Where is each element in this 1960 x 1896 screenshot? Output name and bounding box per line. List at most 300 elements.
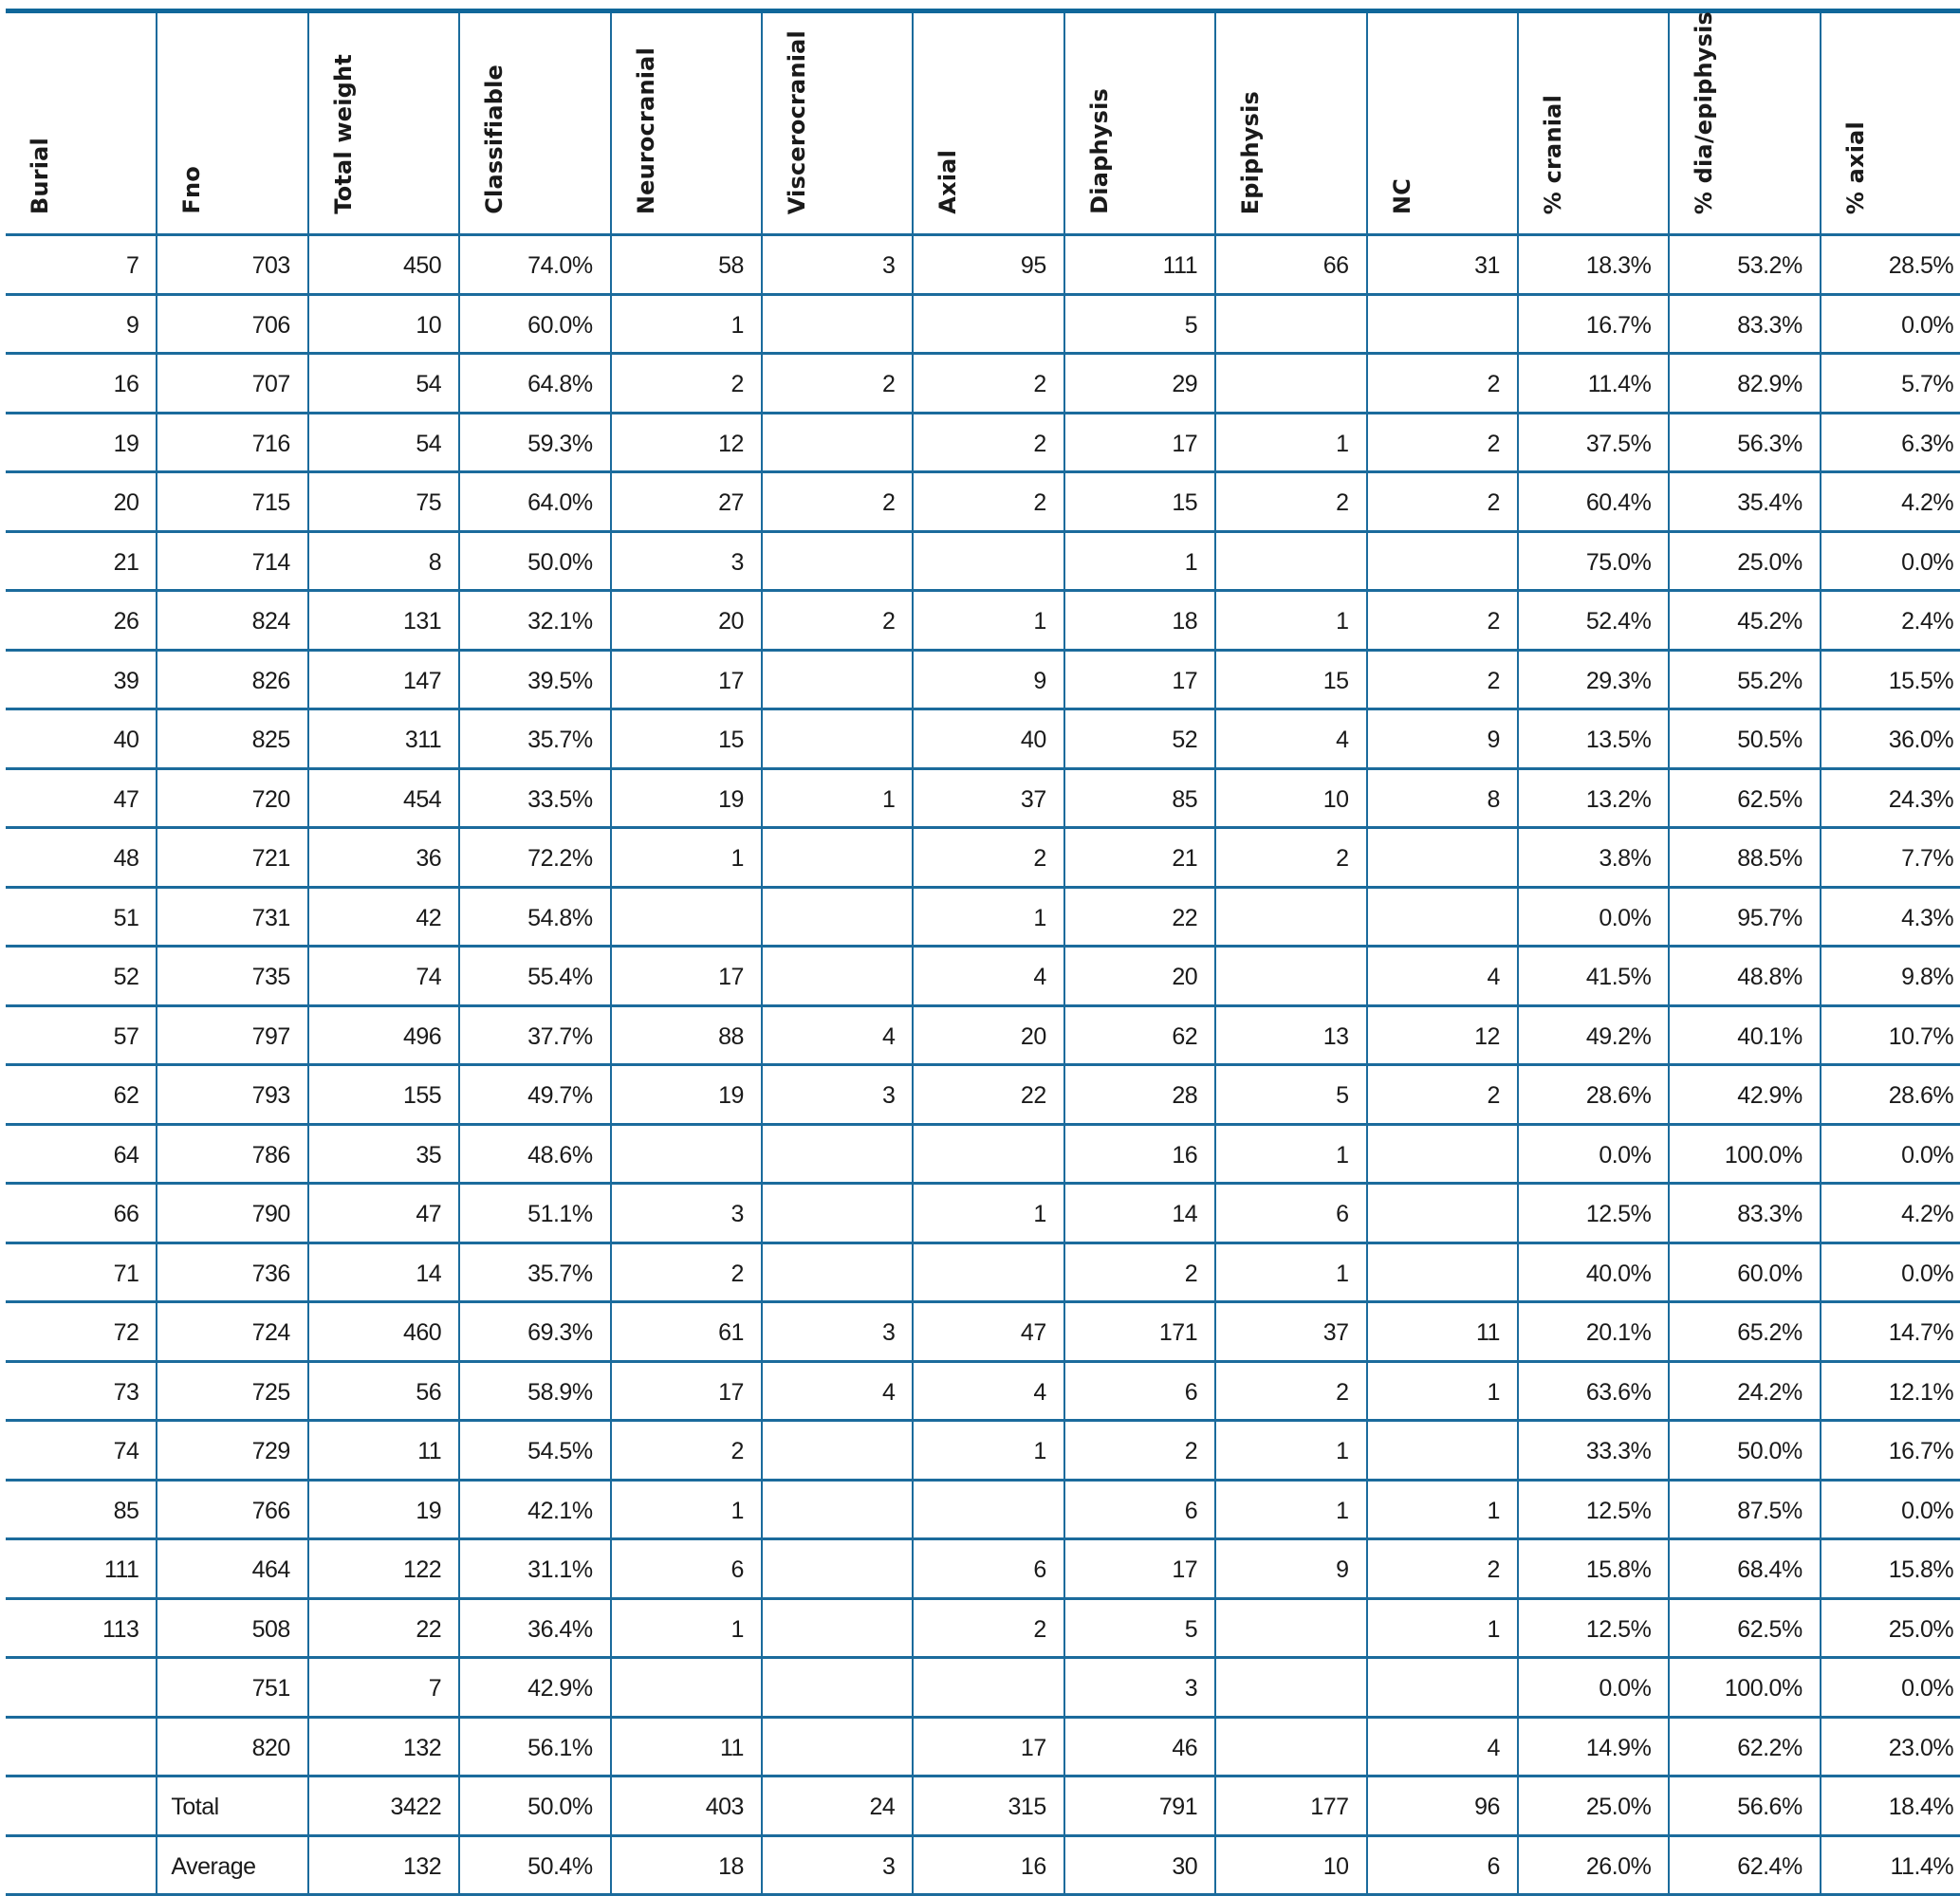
cell-nc: 2 xyxy=(1367,413,1518,472)
cell-nc: 4 xyxy=(1367,1717,1518,1776)
cell-diaphysis: 28 xyxy=(1064,1065,1215,1125)
cell-pct-cranial: 25.0% xyxy=(1518,1776,1669,1836)
cell-pct-axial: 5.7% xyxy=(1821,354,1960,414)
cell-viscerocranial xyxy=(762,1480,913,1539)
cell-total-weight: 460 xyxy=(308,1302,459,1362)
cell-total-weight: 56 xyxy=(308,1361,459,1421)
cell-diaphysis: 18 xyxy=(1064,591,1215,651)
column-header-classifiable xyxy=(459,11,610,235)
cell-total-weight: 454 xyxy=(308,768,459,828)
cell-classifiable: 51.1% xyxy=(459,1184,610,1243)
cell-classifiable: 50.0% xyxy=(459,1776,610,1836)
cell-pct-cranial: 0.0% xyxy=(1518,887,1669,947)
cell-burial: 21 xyxy=(6,531,157,591)
cell-viscerocranial xyxy=(762,947,913,1006)
cell-epiphysis: 2 xyxy=(1215,1361,1366,1421)
cell-axial: 4 xyxy=(913,1361,1063,1421)
table-row xyxy=(6,947,1960,1006)
cell-pct-dia-epiphysis: 62.5% xyxy=(1669,768,1820,828)
cell-axial: 2 xyxy=(913,1598,1063,1658)
cell-fno: 790 xyxy=(157,1184,307,1243)
cell-viscerocranial xyxy=(762,1598,913,1658)
cell-fno: 725 xyxy=(157,1361,307,1421)
cell-burial: 111 xyxy=(6,1539,157,1599)
cell-viscerocranial: 2 xyxy=(762,472,913,532)
cell-pct-axial: 4.3% xyxy=(1821,887,1960,947)
cell-nc xyxy=(1367,1658,1518,1718)
cell-axial: 1 xyxy=(913,887,1063,947)
table-row xyxy=(6,1361,1960,1421)
cell-classifiable: 72.2% xyxy=(459,828,610,888)
cell-neurocranial: 2 xyxy=(611,354,762,414)
cell-viscerocranial xyxy=(762,650,913,709)
cell-burial: 52 xyxy=(6,947,157,1006)
cell-burial: 71 xyxy=(6,1243,157,1302)
cell-burial: 9 xyxy=(6,294,157,354)
cell-classifiable: 39.5% xyxy=(459,650,610,709)
column-header-neurocranial xyxy=(611,11,762,235)
cell-classifiable: 36.4% xyxy=(459,1598,610,1658)
cell-total-weight: 7 xyxy=(308,1658,459,1718)
cell-pct-axial: 28.5% xyxy=(1821,235,1960,295)
cell-classifiable: 69.3% xyxy=(459,1302,610,1362)
table-row xyxy=(6,1184,1960,1243)
cell-pct-dia-epiphysis: 62.4% xyxy=(1669,1835,1820,1895)
cell-neurocranial: 18 xyxy=(611,1835,762,1895)
cell-diaphysis: 2 xyxy=(1064,1243,1215,1302)
table-row xyxy=(6,1539,1960,1599)
cell-pct-dia-epiphysis: 62.2% xyxy=(1669,1717,1820,1776)
cell-axial xyxy=(913,294,1063,354)
cell-total-weight: 22 xyxy=(308,1598,459,1658)
cell-classifiable: 64.8% xyxy=(459,354,610,414)
cell-axial: 47 xyxy=(913,1302,1063,1362)
table-row xyxy=(6,413,1960,472)
cell-burial: 85 xyxy=(6,1480,157,1539)
cell-axial: 1 xyxy=(913,1184,1063,1243)
cell-pct-cranial: 29.3% xyxy=(1518,650,1669,709)
cell-axial: 9 xyxy=(913,650,1063,709)
cell-fno: 729 xyxy=(157,1421,307,1481)
cell-neurocranial: 2 xyxy=(611,1421,762,1481)
cell-viscerocranial: 4 xyxy=(762,1361,913,1421)
cell-nc xyxy=(1367,1124,1518,1184)
cell-axial: 37 xyxy=(913,768,1063,828)
cell-burial: 16 xyxy=(6,354,157,414)
cell-pct-cranial: 63.6% xyxy=(1518,1361,1669,1421)
cell-total-weight: 122 xyxy=(308,1539,459,1599)
cell-pct-dia-epiphysis: 50.5% xyxy=(1669,709,1820,769)
cell-pct-dia-epiphysis: 48.8% xyxy=(1669,947,1820,1006)
table-row xyxy=(6,354,1960,414)
cell-total-weight: 147 xyxy=(308,650,459,709)
cell-pct-axial: 28.6% xyxy=(1821,1065,1960,1125)
cell-viscerocranial xyxy=(762,1658,913,1718)
cell-viscerocranial xyxy=(762,1184,913,1243)
cell-classifiable: 64.0% xyxy=(459,472,610,532)
cell-viscerocranial xyxy=(762,1717,913,1776)
table-row xyxy=(6,235,1960,295)
cell-pct-dia-epiphysis: 45.2% xyxy=(1669,591,1820,651)
cell-nc: 2 xyxy=(1367,650,1518,709)
cell-axial: 40 xyxy=(913,709,1063,769)
cell-burial: 62 xyxy=(6,1065,157,1125)
cell-epiphysis: 13 xyxy=(1215,1005,1366,1065)
cell-fno: 707 xyxy=(157,354,307,414)
cell-pct-dia-epiphysis: 55.2% xyxy=(1669,650,1820,709)
cell-diaphysis: 14 xyxy=(1064,1184,1215,1243)
cell-pct-axial: 6.3% xyxy=(1821,413,1960,472)
bone-fragment-table xyxy=(6,9,1960,1896)
cell-pct-dia-epiphysis: 82.9% xyxy=(1669,354,1820,414)
cell-burial: 74 xyxy=(6,1421,157,1481)
column-header-diaphysis xyxy=(1064,11,1215,235)
cell-nc xyxy=(1367,1421,1518,1481)
column-header-label: % axial xyxy=(1841,120,1869,214)
cell-total-weight: 10 xyxy=(308,294,459,354)
cell-pct-cranial: 18.3% xyxy=(1518,235,1669,295)
cell-total-weight: 74 xyxy=(308,947,459,1006)
cell-neurocranial: 403 xyxy=(611,1776,762,1836)
cell-total-weight: 3422 xyxy=(308,1776,459,1836)
cell-total-weight: 54 xyxy=(308,354,459,414)
column-header-label: Burial xyxy=(27,137,53,214)
cell-diaphysis: 1 xyxy=(1064,531,1215,591)
table-row xyxy=(6,1065,1960,1125)
cell-epiphysis: 66 xyxy=(1215,235,1366,295)
cell-nc: 11 xyxy=(1367,1302,1518,1362)
cell-classifiable: 48.6% xyxy=(459,1124,610,1184)
cell-viscerocranial: 24 xyxy=(762,1776,913,1836)
cell-axial: 16 xyxy=(913,1835,1063,1895)
cell-pct-cranial: 12.5% xyxy=(1518,1598,1669,1658)
cell-fno: Average xyxy=(157,1835,307,1895)
cell-pct-cranial: 11.4% xyxy=(1518,354,1669,414)
cell-burial xyxy=(6,1658,157,1718)
column-header-label: Viscerocranial xyxy=(783,29,810,214)
cell-nc: 2 xyxy=(1367,1539,1518,1599)
column-header-label: Axial xyxy=(934,150,962,214)
cell-pct-cranial: 26.0% xyxy=(1518,1835,1669,1895)
cell-neurocranial: 1 xyxy=(611,1598,762,1658)
cell-classifiable: 42.9% xyxy=(459,1658,610,1718)
column-header-label: NC xyxy=(1388,177,1415,214)
column-header-label: Fno xyxy=(178,166,206,214)
cell-epiphysis: 37 xyxy=(1215,1302,1366,1362)
cell-viscerocranial xyxy=(762,887,913,947)
cell-pct-dia-epiphysis: 100.0% xyxy=(1669,1124,1820,1184)
cell-total-weight: 75 xyxy=(308,472,459,532)
table-row xyxy=(6,1421,1960,1481)
cell-classifiable: 31.1% xyxy=(459,1539,610,1599)
column-header-burial xyxy=(6,11,157,235)
cell-classifiable: 60.0% xyxy=(459,294,610,354)
cell-epiphysis: 10 xyxy=(1215,1835,1366,1895)
cell-neurocranial: 88 xyxy=(611,1005,762,1065)
cell-classifiable: 56.1% xyxy=(459,1717,610,1776)
column-header-pct-cranial xyxy=(1518,11,1669,235)
cell-axial: 315 xyxy=(913,1776,1063,1836)
cell-classifiable: 33.5% xyxy=(459,768,610,828)
cell-nc: 31 xyxy=(1367,235,1518,295)
column-header-label: Neurocranial xyxy=(632,46,659,214)
cell-viscerocranial: 3 xyxy=(762,235,913,295)
cell-pct-dia-epiphysis: 50.0% xyxy=(1669,1421,1820,1481)
cell-classifiable: 49.7% xyxy=(459,1065,610,1125)
cell-pct-dia-epiphysis: 40.1% xyxy=(1669,1005,1820,1065)
cell-neurocranial: 17 xyxy=(611,650,762,709)
cell-diaphysis: 111 xyxy=(1064,235,1215,295)
column-header-label: Diaphysis xyxy=(1085,88,1113,214)
cell-nc: 12 xyxy=(1367,1005,1518,1065)
cell-neurocranial: 3 xyxy=(611,531,762,591)
cell-classifiable: 74.0% xyxy=(459,235,610,295)
cell-pct-dia-epiphysis: 25.0% xyxy=(1669,531,1820,591)
cell-fno: 714 xyxy=(157,531,307,591)
cell-epiphysis xyxy=(1215,1598,1366,1658)
cell-epiphysis xyxy=(1215,887,1366,947)
cell-epiphysis: 6 xyxy=(1215,1184,1366,1243)
cell-axial: 1 xyxy=(913,591,1063,651)
cell-burial xyxy=(6,1717,157,1776)
cell-pct-cranial: 12.5% xyxy=(1518,1480,1669,1539)
cell-pct-cranial: 0.0% xyxy=(1518,1658,1669,1718)
cell-pct-axial: 0.0% xyxy=(1821,1480,1960,1539)
cell-neurocranial xyxy=(611,1658,762,1718)
cell-viscerocranial: 3 xyxy=(762,1835,913,1895)
cell-pct-cranial: 13.2% xyxy=(1518,768,1669,828)
cell-axial: 2 xyxy=(913,472,1063,532)
cell-pct-axial: 12.1% xyxy=(1821,1361,1960,1421)
cell-pct-dia-epiphysis: 56.3% xyxy=(1669,413,1820,472)
cell-nc: 8 xyxy=(1367,768,1518,828)
cell-epiphysis: 1 xyxy=(1215,1480,1366,1539)
cell-pct-axial: 0.0% xyxy=(1821,1243,1960,1302)
cell-neurocranial: 1 xyxy=(611,828,762,888)
cell-viscerocranial xyxy=(762,828,913,888)
cell-viscerocranial xyxy=(762,709,913,769)
cell-total-weight: 11 xyxy=(308,1421,459,1481)
cell-diaphysis: 62 xyxy=(1064,1005,1215,1065)
cell-viscerocranial xyxy=(762,1243,913,1302)
table-row xyxy=(6,1717,1960,1776)
cell-viscerocranial: 3 xyxy=(762,1302,913,1362)
cell-epiphysis xyxy=(1215,1717,1366,1776)
table-row xyxy=(6,709,1960,769)
cell-axial: 17 xyxy=(913,1717,1063,1776)
cell-pct-dia-epiphysis: 62.5% xyxy=(1669,1598,1820,1658)
cell-epiphysis: 5 xyxy=(1215,1065,1366,1125)
cell-diaphysis: 20 xyxy=(1064,947,1215,1006)
table-row xyxy=(6,472,1960,532)
cell-nc: 1 xyxy=(1367,1480,1518,1539)
cell-axial: 2 xyxy=(913,413,1063,472)
cell-pct-axial: 0.0% xyxy=(1821,1658,1960,1718)
cell-pct-dia-epiphysis: 87.5% xyxy=(1669,1480,1820,1539)
cell-total-weight: 8 xyxy=(308,531,459,591)
cell-fno: 731 xyxy=(157,887,307,947)
cell-fno: 508 xyxy=(157,1598,307,1658)
cell-classifiable: 54.8% xyxy=(459,887,610,947)
cell-axial: 95 xyxy=(913,235,1063,295)
cell-total-weight: 155 xyxy=(308,1065,459,1125)
cell-burial: 26 xyxy=(6,591,157,651)
cell-epiphysis xyxy=(1215,1658,1366,1718)
cell-pct-cranial: 14.9% xyxy=(1518,1717,1669,1776)
cell-axial: 20 xyxy=(913,1005,1063,1065)
cell-diaphysis: 5 xyxy=(1064,294,1215,354)
cell-neurocranial: 19 xyxy=(611,1065,762,1125)
cell-classifiable: 50.0% xyxy=(459,531,610,591)
cell-neurocranial: 6 xyxy=(611,1539,762,1599)
cell-epiphysis xyxy=(1215,947,1366,1006)
cell-epiphysis: 177 xyxy=(1215,1776,1366,1836)
cell-fno: 736 xyxy=(157,1243,307,1302)
cell-burial: 57 xyxy=(6,1005,157,1065)
cell-viscerocranial: 2 xyxy=(762,354,913,414)
cell-fno: 825 xyxy=(157,709,307,769)
column-header-pct-axial xyxy=(1821,11,1960,235)
cell-epiphysis: 1 xyxy=(1215,1124,1366,1184)
table-row xyxy=(6,1480,1960,1539)
cell-neurocranial: 19 xyxy=(611,768,762,828)
cell-epiphysis: 15 xyxy=(1215,650,1366,709)
cell-pct-axial: 16.7% xyxy=(1821,1421,1960,1481)
table-row xyxy=(6,1598,1960,1658)
cell-axial: 6 xyxy=(913,1539,1063,1599)
cell-neurocranial xyxy=(611,1124,762,1184)
table-row xyxy=(6,768,1960,828)
cell-neurocranial: 2 xyxy=(611,1243,762,1302)
cell-nc: 1 xyxy=(1367,1361,1518,1421)
cell-diaphysis: 16 xyxy=(1064,1124,1215,1184)
cell-total-weight: 132 xyxy=(308,1835,459,1895)
cell-pct-dia-epiphysis: 88.5% xyxy=(1669,828,1820,888)
cell-classifiable: 35.7% xyxy=(459,1243,610,1302)
cell-pct-dia-epiphysis: 60.0% xyxy=(1669,1243,1820,1302)
cell-classifiable: 37.7% xyxy=(459,1005,610,1065)
cell-neurocranial: 20 xyxy=(611,591,762,651)
cell-burial: 51 xyxy=(6,887,157,947)
cell-nc xyxy=(1367,828,1518,888)
cell-diaphysis: 17 xyxy=(1064,650,1215,709)
cell-diaphysis: 6 xyxy=(1064,1480,1215,1539)
column-header-label: % cranial xyxy=(1539,94,1566,214)
table-row xyxy=(6,650,1960,709)
column-header-total-weight xyxy=(308,11,459,235)
cell-neurocranial: 27 xyxy=(611,472,762,532)
cell-fno: 820 xyxy=(157,1717,307,1776)
cell-axial: 2 xyxy=(913,354,1063,414)
cell-classifiable: 35.7% xyxy=(459,709,610,769)
cell-pct-cranial: 41.5% xyxy=(1518,947,1669,1006)
column-header-epiphysis xyxy=(1215,11,1366,235)
cell-pct-axial: 15.8% xyxy=(1821,1539,1960,1599)
cell-total-weight: 19 xyxy=(308,1480,459,1539)
cell-diaphysis: 2 xyxy=(1064,1421,1215,1481)
cell-pct-dia-epiphysis: 53.2% xyxy=(1669,235,1820,295)
cell-burial: 20 xyxy=(6,472,157,532)
cell-fno: 735 xyxy=(157,947,307,1006)
cell-pct-dia-epiphysis: 83.3% xyxy=(1669,1184,1820,1243)
cell-epiphysis: 2 xyxy=(1215,472,1366,532)
cell-axial xyxy=(913,1124,1063,1184)
cell-pct-dia-epiphysis: 56.6% xyxy=(1669,1776,1820,1836)
cell-diaphysis: 22 xyxy=(1064,887,1215,947)
cell-pct-axial: 18.4% xyxy=(1821,1776,1960,1836)
total-row xyxy=(6,1776,1960,1836)
cell-nc xyxy=(1367,887,1518,947)
cell-pct-axial: 23.0% xyxy=(1821,1717,1960,1776)
cell-fno: 464 xyxy=(157,1539,307,1599)
cell-axial: 2 xyxy=(913,828,1063,888)
cell-pct-cranial: 49.2% xyxy=(1518,1005,1669,1065)
cell-viscerocranial: 1 xyxy=(762,768,913,828)
table-row xyxy=(6,1005,1960,1065)
cell-nc: 4 xyxy=(1367,947,1518,1006)
cell-neurocranial: 3 xyxy=(611,1184,762,1243)
cell-fno: 721 xyxy=(157,828,307,888)
cell-pct-dia-epiphysis: 42.9% xyxy=(1669,1065,1820,1125)
cell-epiphysis xyxy=(1215,354,1366,414)
cell-total-weight: 35 xyxy=(308,1124,459,1184)
cell-diaphysis: 52 xyxy=(1064,709,1215,769)
cell-fno: 706 xyxy=(157,294,307,354)
cell-total-weight: 42 xyxy=(308,887,459,947)
cell-diaphysis: 46 xyxy=(1064,1717,1215,1776)
cell-burial: 19 xyxy=(6,413,157,472)
cell-pct-cranial: 40.0% xyxy=(1518,1243,1669,1302)
cell-fno: 826 xyxy=(157,650,307,709)
cell-pct-cranial: 15.8% xyxy=(1518,1539,1669,1599)
cell-axial: 1 xyxy=(913,1421,1063,1481)
cell-diaphysis: 5 xyxy=(1064,1598,1215,1658)
cell-nc: 96 xyxy=(1367,1776,1518,1836)
cell-pct-axial: 0.0% xyxy=(1821,1124,1960,1184)
cell-diaphysis: 17 xyxy=(1064,413,1215,472)
cell-pct-axial: 11.4% xyxy=(1821,1835,1960,1895)
cell-neurocranial: 11 xyxy=(611,1717,762,1776)
cell-total-weight: 36 xyxy=(308,828,459,888)
cell-classifiable: 32.1% xyxy=(459,591,610,651)
cell-viscerocranial xyxy=(762,1421,913,1481)
cell-burial: 66 xyxy=(6,1184,157,1243)
cell-nc xyxy=(1367,294,1518,354)
cell-neurocranial: 12 xyxy=(611,413,762,472)
cell-nc: 6 xyxy=(1367,1835,1518,1895)
cell-total-weight: 131 xyxy=(308,591,459,651)
cell-pct-cranial: 28.6% xyxy=(1518,1065,1669,1125)
cell-pct-dia-epiphysis: 35.4% xyxy=(1669,472,1820,532)
cell-diaphysis: 21 xyxy=(1064,828,1215,888)
cell-total-weight: 47 xyxy=(308,1184,459,1243)
cell-classifiable: 59.3% xyxy=(459,413,610,472)
cell-pct-dia-epiphysis: 83.3% xyxy=(1669,294,1820,354)
cell-diaphysis: 6 xyxy=(1064,1361,1215,1421)
cell-pct-axial: 2.4% xyxy=(1821,591,1960,651)
cell-fno: 751 xyxy=(157,1658,307,1718)
cell-burial: 40 xyxy=(6,709,157,769)
cell-fno: 766 xyxy=(157,1480,307,1539)
table-row xyxy=(6,1302,1960,1362)
cell-diaphysis: 15 xyxy=(1064,472,1215,532)
table-row xyxy=(6,887,1960,947)
cell-pct-axial: 7.7% xyxy=(1821,828,1960,888)
cell-classifiable: 50.4% xyxy=(459,1835,610,1895)
table-row xyxy=(6,294,1960,354)
cell-fno: 715 xyxy=(157,472,307,532)
cell-burial xyxy=(6,1835,157,1895)
